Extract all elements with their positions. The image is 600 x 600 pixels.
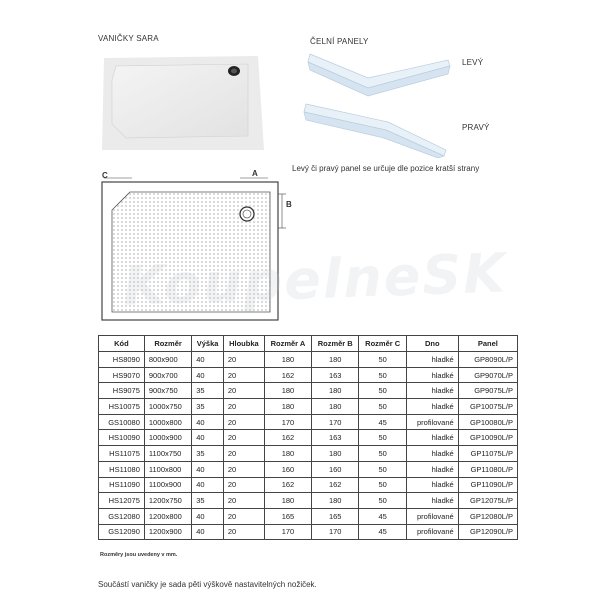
table-cell: 170: [264, 414, 311, 430]
column-header: Rozměr B: [312, 336, 359, 352]
table-row: [99, 352, 518, 368]
table-row: [99, 383, 518, 399]
table-cell: HS9075: [99, 383, 145, 399]
table-cell: 50: [359, 493, 406, 509]
table-cell: HS11075: [99, 446, 145, 462]
table-header-row: [99, 336, 518, 352]
table-row: [99, 399, 518, 415]
table-cell: hladké: [406, 383, 458, 399]
table-cell: 170: [264, 524, 311, 540]
table-cell: 800x900: [144, 352, 191, 368]
table-cell: 180: [264, 352, 311, 368]
table-cell: 1000x800: [144, 414, 191, 430]
table-cell: 162: [264, 430, 311, 446]
table-cell: 1100x750: [144, 446, 191, 462]
table-cell: 20: [223, 477, 264, 493]
table-cell: 20: [223, 446, 264, 462]
table-cell: HS12075: [99, 493, 145, 509]
right-panel-label: PRAVÝ: [462, 123, 490, 132]
table-cell: hladké: [406, 446, 458, 462]
table-cell: GS12090: [99, 524, 145, 540]
table-cell: 50: [359, 399, 406, 415]
table-cell: GP10080L/P: [458, 414, 517, 430]
table-cell: HS10075: [99, 399, 145, 415]
table-cell: 35: [192, 383, 224, 399]
table-cell: hladké: [406, 367, 458, 383]
table-cell: GP11090L/P: [458, 477, 517, 493]
table-cell: 40: [192, 430, 224, 446]
table-cell: 1200x750: [144, 493, 191, 509]
table-cell: 20: [223, 493, 264, 509]
column-header: Hloubka: [223, 336, 264, 352]
table-cell: 170: [312, 524, 359, 540]
table-cell: 180: [264, 446, 311, 462]
table-cell: GP12080L/P: [458, 508, 517, 524]
table-row: [99, 477, 518, 493]
table-cell: HS9070: [99, 367, 145, 383]
table-cell: 180: [312, 383, 359, 399]
table-cell: hladké: [406, 477, 458, 493]
table-cell: 162: [312, 477, 359, 493]
table-cell: 162: [264, 367, 311, 383]
table-cell: 1000x900: [144, 430, 191, 446]
table-cell: hladké: [406, 461, 458, 477]
table-cell: 1100x900: [144, 477, 191, 493]
table-cell: profilované: [406, 414, 458, 430]
panels-heading: ČELNÍ PANELY: [310, 37, 369, 46]
dimension-b-label: B: [286, 200, 292, 209]
table-cell: 20: [223, 508, 264, 524]
table-cell: 180: [312, 446, 359, 462]
table-cell: GS12080: [99, 508, 145, 524]
table-cell: 20: [223, 352, 264, 368]
trays-heading: VANIČKY SARA: [98, 34, 159, 43]
column-header: Kód: [99, 336, 145, 352]
table-cell: 20: [223, 461, 264, 477]
table-cell: 40: [192, 461, 224, 477]
table-cell: hladké: [406, 493, 458, 509]
table-cell: HS11090: [99, 477, 145, 493]
table-cell: profilované: [406, 524, 458, 540]
table-cell: 170: [312, 414, 359, 430]
table-cell: GP11080L/P: [458, 461, 517, 477]
table-cell: 40: [192, 367, 224, 383]
table-cell: HS11080: [99, 461, 145, 477]
table-cell: 180: [312, 493, 359, 509]
table-cell: 40: [192, 477, 224, 493]
table-cell: 20: [223, 399, 264, 415]
table-row: [99, 414, 518, 430]
table-cell: 165: [264, 508, 311, 524]
table-cell: profilované: [406, 508, 458, 524]
table-cell: 45: [359, 508, 406, 524]
table-cell: 163: [312, 430, 359, 446]
table-cell: GP11075L/P: [458, 446, 517, 462]
table-cell: 50: [359, 352, 406, 368]
table-cell: GS10080: [99, 414, 145, 430]
table-cell: GP9075L/P: [458, 383, 517, 399]
table-row: [99, 446, 518, 462]
table-cell: 163: [312, 367, 359, 383]
table-cell: HS8090: [99, 352, 145, 368]
front-panels-photo: [298, 48, 458, 158]
table-cell: 1000x750: [144, 399, 191, 415]
table-row: [99, 493, 518, 509]
table-cell: 40: [192, 524, 224, 540]
column-header: Výška: [192, 336, 224, 352]
table-cell: 45: [359, 524, 406, 540]
table-cell: 180: [264, 399, 311, 415]
table-cell: 40: [192, 508, 224, 524]
table-cell: 1200x800: [144, 508, 191, 524]
table-cell: 1200x900: [144, 524, 191, 540]
table-row: [99, 430, 518, 446]
table-cell: 50: [359, 383, 406, 399]
table-cell: 50: [359, 477, 406, 493]
table-cell: GP9070L/P: [458, 367, 517, 383]
table-cell: HS10090: [99, 430, 145, 446]
table-cell: GP12090L/P: [458, 524, 517, 540]
panel-note: Levý či pravý panel se určuje dle pozice kratší strany: [292, 164, 480, 173]
table-cell: GP12075L/P: [458, 493, 517, 509]
table-footnote: Rozměry jsou uvedeny v mm.: [100, 552, 178, 558]
table-cell: 180: [312, 399, 359, 415]
table-cell: 35: [192, 399, 224, 415]
column-header: Panel: [458, 336, 517, 352]
table-cell: 40: [192, 414, 224, 430]
table-cell: 50: [359, 367, 406, 383]
table-cell: hladké: [406, 352, 458, 368]
table-cell: 20: [223, 430, 264, 446]
table-cell: 50: [359, 430, 406, 446]
table-row: [99, 461, 518, 477]
table-cell: 1100x800: [144, 461, 191, 477]
table-cell: 20: [223, 524, 264, 540]
left-panel-label: LEVÝ: [462, 58, 484, 67]
table-cell: 50: [359, 446, 406, 462]
table-cell: hladké: [406, 430, 458, 446]
dimension-c-label: C: [102, 171, 108, 180]
column-header: Rozměr C: [359, 336, 406, 352]
table-cell: 160: [264, 461, 311, 477]
table-cell: 20: [223, 367, 264, 383]
table-cell: 160: [312, 461, 359, 477]
spec-table: [98, 335, 518, 540]
table-row: [99, 524, 518, 540]
table-cell: 900x750: [144, 383, 191, 399]
table-cell: 180: [264, 383, 311, 399]
shower-tray-photo: [98, 54, 266, 152]
column-header: Rozměr A: [264, 336, 311, 352]
table-cell: 50: [359, 461, 406, 477]
table-row: [99, 508, 518, 524]
column-header: Dno: [406, 336, 458, 352]
table-cell: GP10090L/P: [458, 430, 517, 446]
accessories-note: Součástí vaničky je sada pěti výškově nastavitelných nožiček.: [98, 580, 317, 589]
table-cell: 35: [192, 446, 224, 462]
table-cell: 162: [264, 477, 311, 493]
dimension-a-label: A: [252, 169, 258, 178]
table-cell: 20: [223, 414, 264, 430]
table-cell: GP8090L/P: [458, 352, 517, 368]
table-cell: 165: [312, 508, 359, 524]
table-cell: GP10075L/P: [458, 399, 517, 415]
watermark: KoupelneSK: [122, 241, 508, 318]
table-cell: 45: [359, 414, 406, 430]
table-cell: hladké: [406, 399, 458, 415]
table-cell: 180: [312, 352, 359, 368]
table-cell: 35: [192, 493, 224, 509]
table-cell: 40: [192, 352, 224, 368]
table-cell: 900x700: [144, 367, 191, 383]
table-cell: 180: [264, 493, 311, 509]
table-cell: 20: [223, 383, 264, 399]
table-row: [99, 367, 518, 383]
column-header: Rozměr: [144, 336, 191, 352]
